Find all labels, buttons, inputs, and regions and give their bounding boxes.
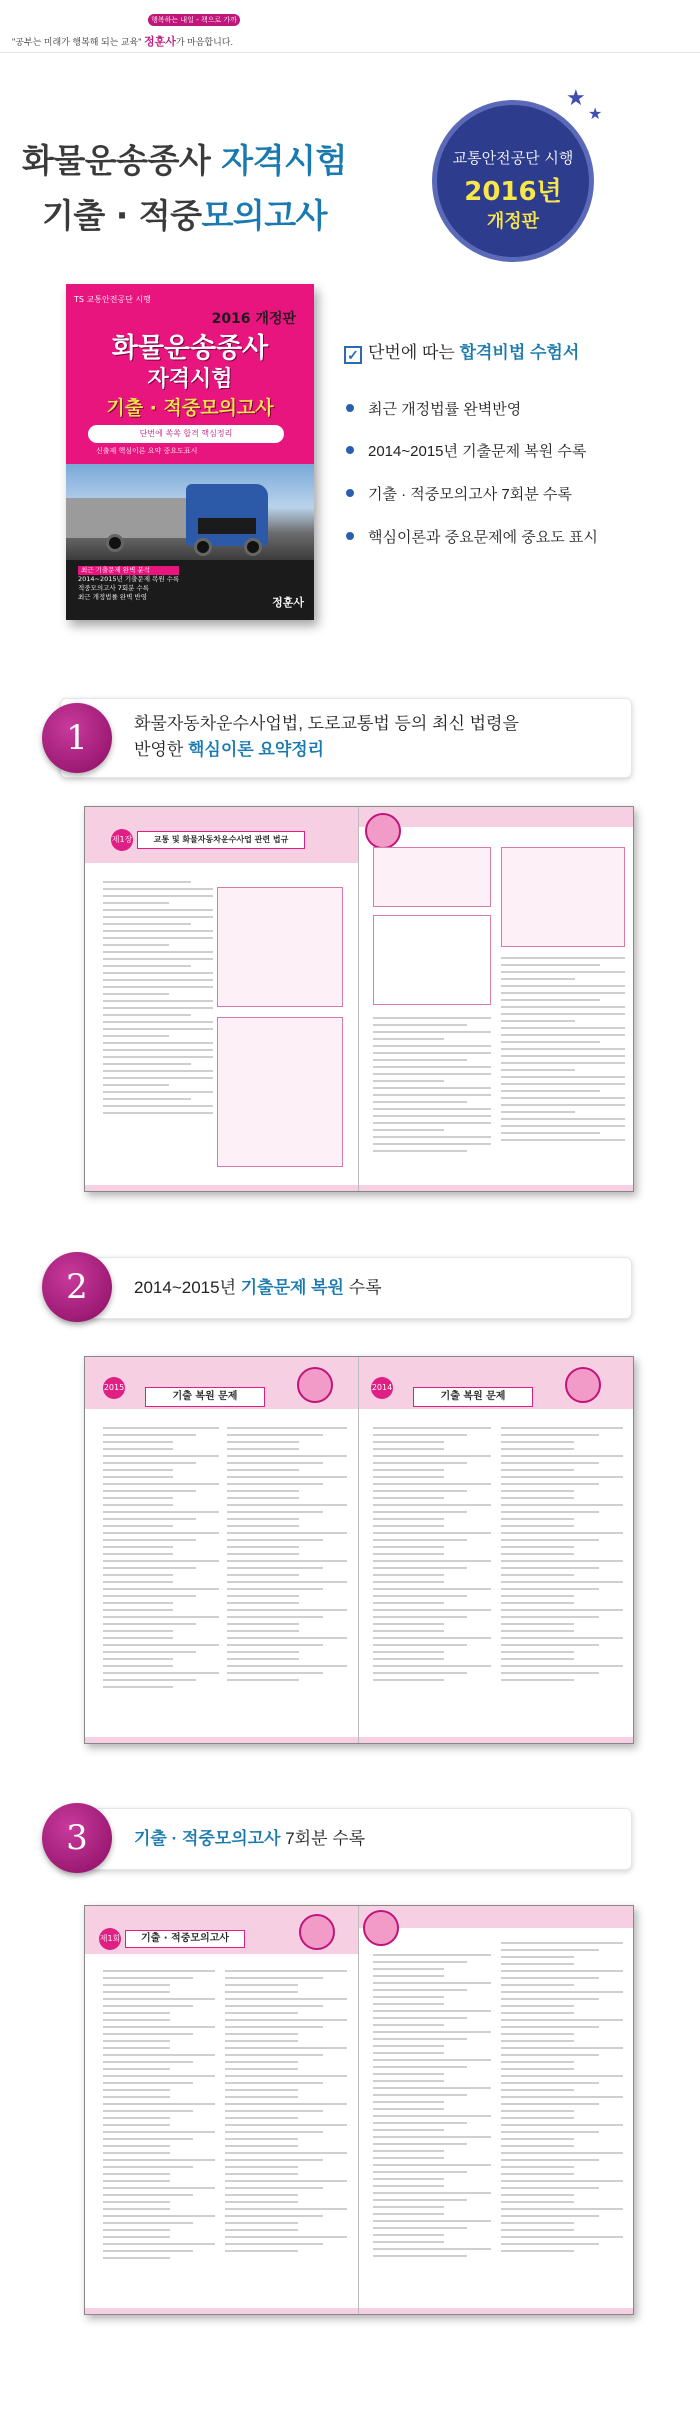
chapter-tag: 제1장 [111, 829, 133, 851]
preview-2-right-page [359, 1357, 633, 1743]
tagline-prefix: "공부는 미래가 행복해 되는 교육" [12, 37, 142, 47]
bullet-icon [346, 446, 354, 454]
feature-head-accent: 합격비법 수험서 [459, 343, 580, 362]
bullet-icon [346, 489, 354, 497]
book-title-2: 자격시험 [147, 367, 233, 392]
feature-text: 2014~2015년 기출문제 복원 수록 [368, 443, 587, 460]
page-header-band [359, 1906, 633, 1928]
feature-text: 핵심이론과 중요문제에 중요도 표시 [368, 529, 598, 546]
question-column [103, 1427, 219, 1693]
text-block [103, 881, 213, 1119]
text-block [501, 957, 625, 1146]
top-divider [0, 52, 700, 53]
bullet-icon [346, 404, 354, 412]
section-2-prefix: 2014~2015년 [134, 1278, 241, 1297]
page-header-band [359, 807, 633, 827]
edition-badge [432, 100, 594, 262]
brand-tagline [12, 33, 233, 49]
preview-1-right-page [359, 807, 633, 1191]
section-1-number: 1 [42, 703, 112, 773]
question-column [227, 1427, 347, 1686]
preview-2-left-page [85, 1357, 359, 1743]
page-footer-band [359, 2308, 633, 2314]
exam-label: 기출 · 적중모의고사 [125, 1930, 245, 1948]
truck-grill [198, 518, 256, 534]
hero-title1-accent: 자격시험 [221, 141, 347, 180]
badge-line3: 개정판 [486, 211, 540, 232]
question-column [501, 1942, 623, 2257]
feature-text: 기출 · 적중모의고사 7회분 수록 [368, 486, 572, 503]
section-3-accent: 기출 · 적중모의고사 [134, 1829, 281, 1848]
year-tag: 2014 [371, 1377, 393, 1399]
star-icon-small: ★ [588, 104, 603, 123]
sign-grid [373, 915, 491, 1005]
table-block [373, 847, 491, 907]
page-footer-band [85, 1185, 358, 1191]
table-block [217, 1017, 343, 1167]
checkbox-icon: ✓ [344, 346, 362, 364]
book-list-item: 최근 기출문제 완벽 분석 [78, 566, 179, 575]
section-1-line2-accent: 핵심이론 요약정리 [188, 740, 325, 759]
truck-trailer [66, 498, 186, 538]
hero-title-line1 [22, 135, 347, 182]
brand-pill: 행복하는 내일 - 책으로 가까이 [148, 14, 240, 26]
section-2-text [134, 1275, 382, 1301]
page-footer-band [85, 2308, 358, 2314]
truck-wheel [244, 538, 262, 556]
feature-item [346, 526, 598, 547]
preview-spread-1 [84, 806, 634, 1192]
page-footer-band [359, 1185, 633, 1191]
hero-title-line2 [42, 190, 327, 237]
section-3-number: 3 [42, 1803, 112, 1873]
book-list-item: 최근 개정법률 완벽 반영 [78, 593, 147, 601]
book-subtitle: 단번에 쏙쏙 합격 핵심정리 [88, 425, 284, 443]
section-2-suffix: 수록 [343, 1278, 382, 1297]
mascot-icon [365, 813, 401, 849]
feature-heading [344, 338, 579, 364]
round-tag: 제1회 [99, 1928, 121, 1950]
tagline-suffix: 가 마음합니다. [175, 37, 233, 47]
preview-spread-3 [84, 1905, 634, 2315]
preview-spread-2 [84, 1356, 634, 1744]
feature-item [346, 483, 572, 504]
truck-wheel [194, 538, 212, 556]
book-list-item: 2014~2015년 기출문제 복원 수록 [78, 575, 180, 583]
book-list-item: 적중모의고사 7회분 수록 [78, 584, 150, 592]
chapter-label: 교통 및 화물자동차운수사업 관련 법규 [137, 831, 305, 849]
feature-head-prefix: 단번에 따는 [368, 343, 460, 362]
preview-3-left-page [85, 1906, 359, 2314]
feature-item [346, 398, 521, 419]
section-2-number: 2 [42, 1252, 112, 1322]
mascot-icon [565, 1367, 601, 1403]
book-feature-list [78, 566, 179, 602]
bullet-icon [346, 532, 354, 540]
page-footer-band [359, 1737, 633, 1743]
feature-text: 최근 개정법률 완벽반영 [368, 401, 522, 418]
feature-item [346, 440, 586, 461]
hero-title1-main: 화물운송종사 [22, 141, 222, 180]
question-column [501, 1427, 623, 1686]
section-1-text [134, 711, 519, 763]
mascot-icon [297, 1367, 333, 1403]
book-publisher-logo: 정훈사 [272, 596, 304, 609]
table-block [217, 887, 343, 1007]
exam-label: 기출 복원 문제 [413, 1387, 533, 1407]
hero-title2-accent: 모의고사 [201, 196, 328, 235]
book-title-1: 화물운송종사 [111, 333, 269, 364]
truck-photo [66, 464, 314, 560]
badge-line1: 교통안전공단 시행 [452, 149, 574, 167]
badge-line2: 2016년 [464, 177, 562, 207]
question-column [373, 1954, 491, 2262]
truck-wheel [106, 534, 124, 552]
book-mini-text: 신출제 핵심이론 요약 중요도표시 [96, 447, 198, 455]
book-bottom-band [66, 560, 314, 620]
preview-3-right-page [359, 1906, 633, 2314]
hero-title2-main: 기출 · 적중 [42, 196, 202, 235]
publisher-logo: 정훈사 [143, 36, 176, 48]
year-tag: 2015 [103, 1377, 125, 1399]
book-top-label: TS 교통안전공단 시행 [74, 295, 151, 304]
text-block [373, 1017, 491, 1157]
book-cover [66, 284, 314, 620]
mascot-icon [299, 1914, 335, 1950]
question-column [225, 1970, 347, 2257]
page-footer-band [85, 1737, 358, 1743]
book-edition: 2016 개정판 [211, 311, 296, 327]
section-3-text [134, 1826, 365, 1852]
book-title-3: 기출 · 적중모의고사 [106, 397, 274, 419]
question-column [103, 1970, 215, 2264]
question-column [373, 1427, 491, 1686]
mascot-icon [363, 1910, 399, 1946]
table-block [501, 847, 625, 947]
section-3-suffix: 7회분 수록 [280, 1829, 366, 1848]
preview-1-left-page [85, 807, 359, 1191]
section-2-accent: 기출문제 복원 [240, 1278, 344, 1297]
truck-cab [186, 484, 268, 546]
exam-label: 기출 복원 문제 [145, 1387, 265, 1407]
star-icon: ★ [566, 86, 586, 111]
section-1-line1: 화물자동차운수사업법, 도로교통법 등의 최신 법령을 [134, 714, 519, 733]
section-1-line2-prefix: 반영한 [134, 740, 188, 759]
